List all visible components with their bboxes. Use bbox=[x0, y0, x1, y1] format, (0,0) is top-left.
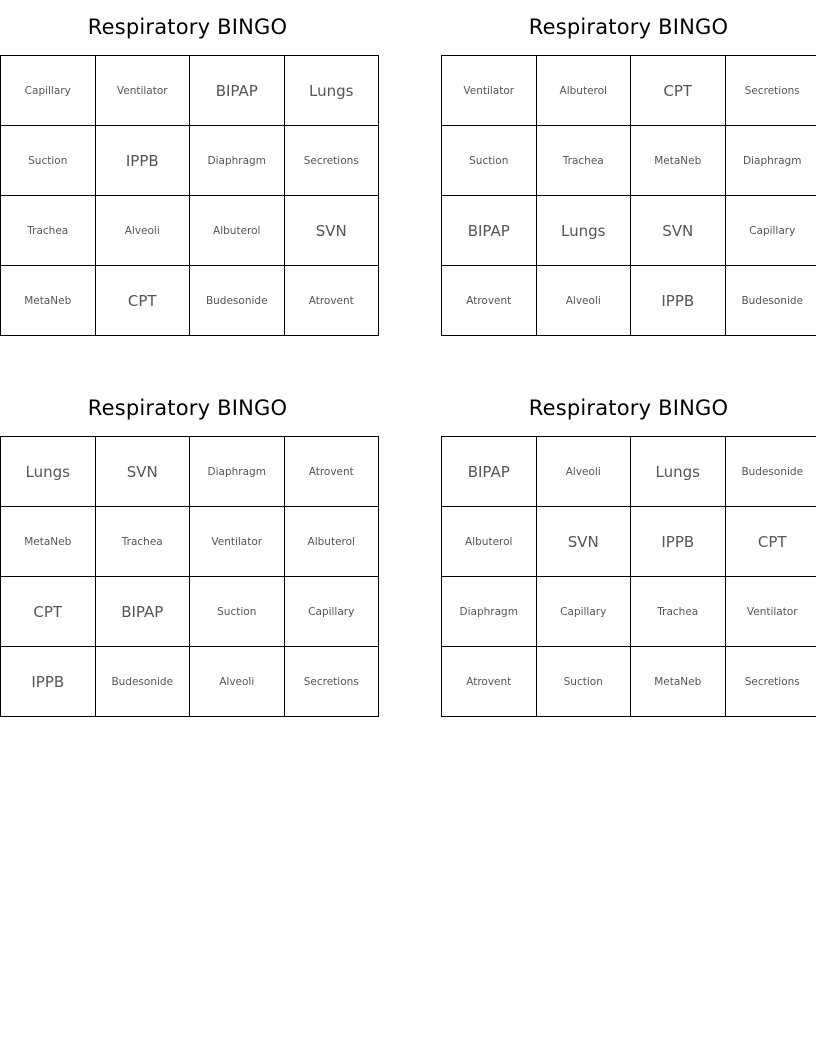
bingo-cell: Capillary bbox=[284, 577, 379, 647]
bingo-cell: Ventilator bbox=[95, 56, 190, 126]
bingo-cell: Diaphragm bbox=[725, 126, 816, 196]
bingo-grid bbox=[441, 436, 816, 717]
bingo-cell: BIPAP bbox=[95, 577, 190, 647]
bingo-cell: Capillary bbox=[536, 577, 631, 647]
bingo-cell: SVN bbox=[631, 196, 726, 266]
bingo-cell: CPT bbox=[95, 266, 190, 336]
bingo-cell: Albuterol bbox=[284, 507, 379, 577]
bingo-cell: Suction bbox=[1, 126, 96, 196]
bingo-cell: BIPAP bbox=[442, 437, 537, 507]
bingo-cell: Secretions bbox=[725, 56, 816, 126]
bingo-cell: Suction bbox=[442, 126, 537, 196]
bingo-cell: IPPB bbox=[95, 126, 190, 196]
bingo-cell: Albuterol bbox=[190, 196, 285, 266]
bingo-cell: MetaNeb bbox=[1, 507, 96, 577]
card-title: Respiratory BINGO bbox=[528, 15, 729, 39]
bingo-cell: Budesonide bbox=[725, 437, 816, 507]
bingo-cell: Albuterol bbox=[442, 507, 537, 577]
bingo-cell: Ventilator bbox=[190, 507, 285, 577]
bingo-cell: CPT bbox=[725, 507, 816, 577]
bingo-cell: Diaphragm bbox=[190, 126, 285, 196]
bingo-cell: Alveoli bbox=[536, 266, 631, 336]
bingo-cell: Trachea bbox=[631, 577, 726, 647]
bingo-cell: Lungs bbox=[536, 196, 631, 266]
bingo-cell: BIPAP bbox=[190, 56, 285, 126]
bingo-cell: CPT bbox=[1, 577, 96, 647]
bingo-cell: BIPAP bbox=[442, 196, 537, 266]
card-title: Respiratory BINGO bbox=[528, 396, 729, 420]
bingo-grid bbox=[441, 55, 816, 336]
bingo-cell: Trachea bbox=[1, 196, 96, 266]
bingo-cell: MetaNeb bbox=[631, 126, 726, 196]
bingo-cell: Secretions bbox=[284, 647, 379, 717]
bingo-cell: CPT bbox=[631, 56, 726, 126]
bingo-cell: Trachea bbox=[536, 126, 631, 196]
bingo-cell: Atrovent bbox=[442, 647, 537, 717]
bingo-cell: Diaphragm bbox=[442, 577, 537, 647]
card-title: Respiratory BINGO bbox=[87, 396, 288, 420]
card-title: Respiratory BINGO bbox=[87, 15, 288, 39]
bingo-cell: Atrovent bbox=[284, 266, 379, 336]
bingo-cell: Suction bbox=[190, 577, 285, 647]
bingo-cell: SVN bbox=[284, 196, 379, 266]
bingo-cell: Atrovent bbox=[284, 437, 379, 507]
bingo-cell: IPPB bbox=[631, 507, 726, 577]
bingo-cell: MetaNeb bbox=[1, 266, 96, 336]
bingo-cell: SVN bbox=[95, 437, 190, 507]
bingo-cell: Alveoli bbox=[190, 647, 285, 717]
bingo-cell: Atrovent bbox=[442, 266, 537, 336]
bingo-cell: SVN bbox=[536, 507, 631, 577]
bingo-cell: Secretions bbox=[284, 126, 379, 196]
bingo-cell: Capillary bbox=[725, 196, 816, 266]
bingo-cell: Lungs bbox=[284, 56, 379, 126]
bingo-cell: MetaNeb bbox=[631, 647, 726, 717]
bingo-cell: Suction bbox=[536, 647, 631, 717]
bingo-cell: Lungs bbox=[1, 437, 96, 507]
bingo-cell: Alveoli bbox=[536, 437, 631, 507]
bingo-cell: Budesonide bbox=[95, 647, 190, 717]
bingo-cell: Diaphragm bbox=[190, 437, 285, 507]
bingo-cell: Ventilator bbox=[442, 56, 537, 126]
bingo-cell: IPPB bbox=[631, 266, 726, 336]
bingo-cell: Ventilator bbox=[725, 577, 816, 647]
bingo-grid bbox=[0, 436, 379, 717]
bingo-cell: Albuterol bbox=[536, 56, 631, 126]
bingo-cell: Capillary bbox=[1, 56, 96, 126]
bingo-cell: Alveoli bbox=[95, 196, 190, 266]
bingo-grid bbox=[0, 55, 379, 336]
bingo-cell: Budesonide bbox=[725, 266, 816, 336]
bingo-cell: IPPB bbox=[1, 647, 96, 717]
bingo-cell: Secretions bbox=[725, 647, 816, 717]
bingo-cell: Budesonide bbox=[190, 266, 285, 336]
bingo-cell: Lungs bbox=[631, 437, 726, 507]
bingo-cell: Trachea bbox=[95, 507, 190, 577]
